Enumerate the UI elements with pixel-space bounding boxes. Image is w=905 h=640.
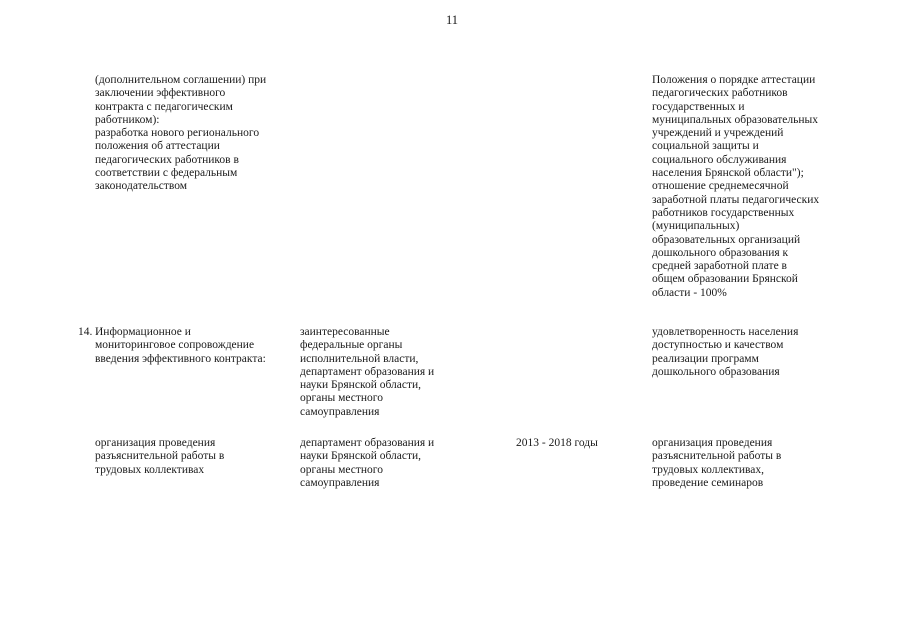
row-indicator: Положения о порядке аттестации педагогических работников государственных и муниципальных образовательных учреждений и учреждений социальной защиты и социального обслуживания населения Брянской области"); отношение среднемесячной заработной платы педагогических работников государственных (муниципальных) образовательных организаций дошкольного образования к средней заработной плате в общем образовании Брянской области - 100%	[652, 74, 820, 299]
row-term: 2013 - 2018 годы	[516, 437, 598, 449]
row-description: Информационное и мониторинговое сопровождение введения эффективного контракта:	[95, 326, 266, 365]
row-responsible: департамент образования и науки Брянской области, органы местного самоуправления	[300, 437, 435, 489]
row-number: 14.	[78, 326, 93, 338]
row-description: (дополнительном соглашении) при заключении эффективного контракта с педагогическим работником): разработка нового регионального положения об аттестации педагогических работников в соответствии с федеральным законодательством	[95, 74, 267, 193]
page-number: 11	[446, 13, 459, 27]
row-indicator: организация проведения разъяснительной работы в трудовых коллективах, проведение семинаров	[652, 437, 782, 489]
row-responsible: заинтересованные федеральные органы исполнительной власти, департамент образования и науки Брянской области, органы местного самоуправления	[300, 326, 435, 418]
row-indicator: удовлетворенность населения доступностью и качеством реализации программ дошкольного образования	[652, 326, 799, 378]
row-description: организация проведения разъяснительной работы в трудовых коллективах	[95, 437, 225, 476]
